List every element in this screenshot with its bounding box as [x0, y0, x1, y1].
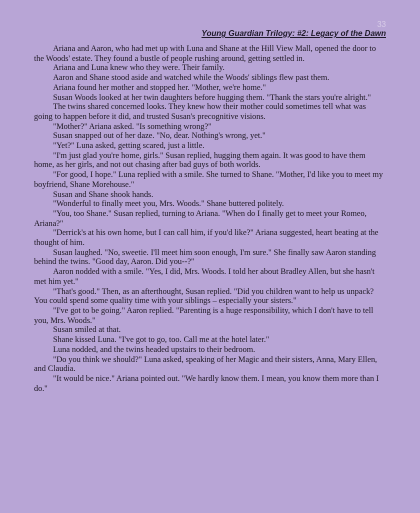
- paragraph: Susan and Shane shook hands.: [53, 189, 154, 199]
- paragraph: Ariana found her mother and stopped her. "Mother, we're home.": [53, 82, 266, 92]
- paragraph: Aaron and Shane stood aside and watched while the Woods' siblings flew past them.: [53, 73, 330, 83]
- paragraph: "It would be nice." Ariana pointed out. "We hardly know them. I mean, you know them more than I do.": [34, 373, 379, 393]
- page-number: 33: [377, 20, 386, 29]
- paragraph: Susan smiled at that.: [53, 325, 121, 335]
- paragraph: Shane kissed Luna. "I've got to go, too. Call me at the hotel later.": [53, 335, 270, 345]
- paragraph: Susan snapped out of her daze. "No, dear. Nothing's wrong, yet.": [53, 131, 266, 141]
- paragraph: "Do you think we should?" Luna asked, speaking of her Magic and their sisters, Anna, Mary Ellen, and Claudia.: [34, 354, 378, 374]
- paragraph: Susan Woods looked at her twin daughters before hugging them. "Thank the stars you're alright.": [53, 92, 371, 102]
- paragraph: Luna nodded, and the twins headed upstairs to their bedroom.: [53, 344, 256, 354]
- paragraph: Ariana and Luna knew who they were. Their family.: [53, 63, 225, 73]
- paragraph: "You, too Shane." Susan replied, turning to Ariana. "When do I finally get to meet your Romeo, Ariana?": [34, 208, 367, 228]
- body-text: [34, 44, 386, 393]
- paragraph: Aaron nodded with a smile. "Yes, I did, Mrs. Woods. I told her about Bradley Allen, but she hasn't met him yet.": [34, 267, 375, 286]
- paragraph: "Yet?" Luna asked, getting scared, just a little.: [53, 141, 205, 151]
- paragraph: "For good, I hope." Luna replied with a smile. She turned to Shane. "Mother, I'd like you to meet my boyfriend, Shane Morehouse.": [34, 170, 383, 189]
- paragraph: "I'm just glad you're home, girls." Susan replied, hugging them again. It was good to have them home, as her girls, and not out chasing after bad guys of both worlds.: [34, 150, 366, 170]
- paragraph: Ariana and Aaron, who had met up with Luna and Shane at the Hill View Mall, opened the door to the Woods' estate. They found a bustle of people rushing around, getting settled in.: [34, 44, 376, 63]
- paragraph: "Mother?" Ariana asked. "Is something wrong?": [53, 121, 212, 131]
- paragraph: The twins shared concerned looks. They knew how their mother could sometimes tell what was going to happen before it did, and trusted Susan's precognitive visions.: [34, 102, 366, 121]
- paragraph: "Wonderful to finally meet you, Mrs. Woods." Shane buttered politely.: [53, 199, 284, 209]
- paragraph: Susan laughed. "No, sweetie. I'll meet him soon enough, I'm sure." She finally saw Aaron standing behind the twins. "Good day, Aaron. Did you--?": [34, 247, 376, 267]
- paragraph: "I've got to be going." Aaron replied. "Parenting is a huge responsibility, which I don't have to tell you, Mrs. Woods.": [34, 305, 374, 325]
- paragraph: "Derrick's at his own home, but I can call him, if you'd like?" Ariana suggested, heart beating at the thought of him.: [34, 228, 379, 248]
- running-header-title: Young Guardian Trilogy: #2: Legacy of the Dawn: [201, 29, 386, 38]
- paragraph: "That's good." Then, as an afterthought, Susan replied. "Did you children want to help us unpack? You could spend some quality time with your siblings – especially your sisters.": [34, 286, 374, 306]
